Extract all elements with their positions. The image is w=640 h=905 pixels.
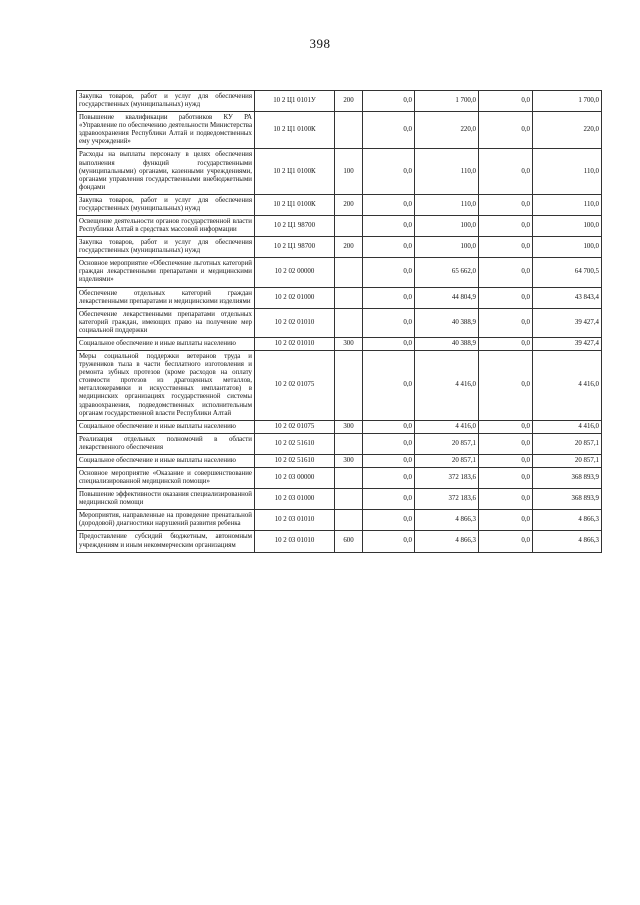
amount-cell-4: 110,0 [533,149,602,194]
table-row [77,287,602,308]
expense-type-cell [335,258,363,287]
expense-type-cell [335,112,363,149]
table-row [77,149,602,194]
amount-cell-2: 4 866,3 [415,510,479,531]
target-code-cell: 10 2 02 01010 [255,308,335,337]
target-code-cell: 10 2 Ц1 0100К [255,112,335,149]
expense-name-cell: Повышение эффективности оказания специализированной медицинской помощи [77,489,255,510]
amount-cell-1: 0,0 [363,237,415,258]
table-row [77,258,602,287]
amount-cell-3: 0,0 [479,237,533,258]
amount-cell-2: 4 416,0 [415,420,479,433]
target-code-cell: 10 2 02 51610 [255,433,335,454]
table-row [77,237,602,258]
amount-cell-4: 220,0 [533,112,602,149]
expense-name-cell: Обеспечение отдельных категорий граждан лекарственными препаратами и медицинскими изделиями [77,287,255,308]
amount-cell-2: 20 857,1 [415,454,479,467]
table-row [77,337,602,350]
amount-cell-4: 39 427,4 [533,308,602,337]
expense-type-cell: 300 [335,420,363,433]
target-code-cell: 10 2 02 01075 [255,420,335,433]
amount-cell-1: 0,0 [363,91,415,112]
expense-name-cell: Основное мероприятие «Обеспечение льготных категорий граждан лекарственными препаратами и медицинскими изделиями» [77,258,255,287]
expense-type-cell [335,351,363,421]
amount-cell-4: 64 700,5 [533,258,602,287]
amount-cell-1: 0,0 [363,258,415,287]
expense-type-cell [335,510,363,531]
amount-cell-4: 20 857,1 [533,454,602,467]
amount-cell-1: 0,0 [363,531,415,552]
expense-type-cell: 200 [335,194,363,215]
expense-name-cell: Расходы на выплаты персоналу в целях обеспечения выполнения функций государственными (муниципальными) органами, казенными учреждениями, органами управления государственными внебюджетными фондами [77,149,255,194]
amount-cell-4: 4 866,3 [533,510,602,531]
table-row [77,510,602,531]
amount-cell-4: 4 416,0 [533,420,602,433]
amount-cell-4: 100,0 [533,237,602,258]
amount-cell-4: 20 857,1 [533,433,602,454]
amount-cell-3: 0,0 [479,510,533,531]
amount-cell-4: 110,0 [533,194,602,215]
expense-type-cell: 300 [335,337,363,350]
table-row [77,531,602,552]
expense-type-cell [335,308,363,337]
target-code-cell: 10 2 02 51610 [255,454,335,467]
amount-cell-1: 0,0 [363,489,415,510]
amount-cell-2: 65 662,0 [415,258,479,287]
table-row [77,467,602,488]
expense-name-cell: Закупка товаров, работ и услуг для обеспечения государственных (муниципальных) нужд [77,194,255,215]
expense-type-cell: 600 [335,531,363,552]
expense-name-cell: Основное мероприятие «Оказание и совершенствование специализированной медицинской помощи» [77,467,255,488]
amount-cell-3: 0,0 [479,216,533,237]
target-code-cell: 10 2 03 01000 [255,489,335,510]
target-code-cell: 10 2 Ц1 0101У [255,91,335,112]
expense-type-cell: 200 [335,237,363,258]
expense-type-cell [335,489,363,510]
amount-cell-3: 0,0 [479,531,533,552]
amount-cell-1: 0,0 [363,149,415,194]
expense-name-cell: Социальное обеспечение и иные выплаты населению [77,337,255,350]
expense-name-cell: Реализация отдельных полномочий в области лекарственного обеспечения [77,433,255,454]
expense-name-cell: Закупка товаров, работ и услуг для обеспечения государственных (муниципальных) нужд [77,237,255,258]
amount-cell-2: 110,0 [415,149,479,194]
expense-name-cell: Социальное обеспечение и иные выплаты населению [77,454,255,467]
budget-table [76,90,602,553]
amount-cell-2: 40 388,9 [415,337,479,350]
expense-name-cell: Закупка товаров, работ и услуг для обеспечения государственных (муниципальных) нужд [77,91,255,112]
table-row [77,216,602,237]
page-number: 398 [309,36,331,51]
amount-cell-1: 0,0 [363,308,415,337]
amount-cell-2: 40 388,9 [415,308,479,337]
target-code-cell: 10 2 02 00000 [255,258,335,287]
budget-table-body [77,91,602,553]
target-code-cell: 10 2 Ц1 98700 [255,216,335,237]
amount-cell-3: 0,0 [479,351,533,421]
amount-cell-1: 0,0 [363,287,415,308]
amount-cell-2: 372 183,6 [415,467,479,488]
amount-cell-2: 44 804,9 [415,287,479,308]
amount-cell-3: 0,0 [479,454,533,467]
expense-name-cell: Предоставление субсидий бюджетным, автономным учреждениям и иным некоммерческим организациям [77,531,255,552]
expense-type-cell: 200 [335,91,363,112]
expense-type-cell [335,287,363,308]
expense-name-cell: Меры социальной поддержки ветеранов труда и тружеников тыла в части бесплатного изготовления и ремонта зубных протезов (кроме расходов на оплату стоимости протезов из драгоценных металлов, металлокерамики и искусственных имплантатов) в медицинских организациях государственной системы здравоохранения, подведомственных исполнительным органам государственной власти Республики Алтай [77,351,255,421]
amount-cell-4: 4 866,3 [533,531,602,552]
amount-cell-1: 0,0 [363,351,415,421]
expense-name-cell: Социальное обеспечение и иные выплаты населению [77,420,255,433]
amount-cell-4: 368 893,9 [533,489,602,510]
amount-cell-3: 0,0 [479,308,533,337]
expense-type-cell: 300 [335,454,363,467]
amount-cell-1: 0,0 [363,510,415,531]
amount-cell-1: 0,0 [363,454,415,467]
table-row [77,454,602,467]
amount-cell-3: 0,0 [479,420,533,433]
amount-cell-3: 0,0 [479,194,533,215]
table-row [77,91,602,112]
amount-cell-3: 0,0 [479,258,533,287]
target-code-cell: 10 2 Ц1 98700 [255,237,335,258]
table-row [77,194,602,215]
amount-cell-3: 0,0 [479,149,533,194]
table-row [77,351,602,421]
target-code-cell: 10 2 02 01000 [255,287,335,308]
target-code-cell: 10 2 Ц1 0100К [255,194,335,215]
expense-name-cell: Мероприятия, направленные на проведение пренатальной (дородовой) диагностики нарушений развития ребенка [77,510,255,531]
amount-cell-3: 0,0 [479,112,533,149]
table-row [77,112,602,149]
amount-cell-1: 0,0 [363,433,415,454]
amount-cell-4: 1 700,0 [533,91,602,112]
amount-cell-2: 372 183,6 [415,489,479,510]
expense-name-cell: Повышение квалификации работников КУ РА «Управление по обеспечению деятельности Министерства здравоохранения Республики Алтай и подведомственных ему учреждений» [77,112,255,149]
amount-cell-2: 100,0 [415,216,479,237]
amount-cell-2: 100,0 [415,237,479,258]
amount-cell-1: 0,0 [363,216,415,237]
amount-cell-1: 0,0 [363,337,415,350]
amount-cell-4: 368 893,9 [533,467,602,488]
amount-cell-3: 0,0 [479,287,533,308]
expense-name-cell: Обеспечение лекарственными препаратами отдельных категорий граждан, имеющих право на получение мер социальной поддержки [77,308,255,337]
expense-type-cell: 100 [335,149,363,194]
amount-cell-3: 0,0 [479,467,533,488]
amount-cell-3: 0,0 [479,91,533,112]
amount-cell-3: 0,0 [479,433,533,454]
amount-cell-1: 0,0 [363,467,415,488]
expense-name-cell: Освещение деятельности органов государственной власти Республики Алтай в средствах массовой информации [77,216,255,237]
amount-cell-1: 0,0 [363,420,415,433]
amount-cell-4: 100,0 [533,216,602,237]
table-row [77,420,602,433]
target-code-cell: 10 2 Ц1 0100К [255,149,335,194]
amount-cell-3: 0,0 [479,489,533,510]
amount-cell-2: 4 866,3 [415,531,479,552]
amount-cell-2: 220,0 [415,112,479,149]
amount-cell-2: 20 857,1 [415,433,479,454]
table-row [77,489,602,510]
target-code-cell: 10 2 03 00000 [255,467,335,488]
amount-cell-2: 1 700,0 [415,91,479,112]
amount-cell-3: 0,0 [479,337,533,350]
amount-cell-2: 110,0 [415,194,479,215]
amount-cell-4: 43 843,4 [533,287,602,308]
amount-cell-2: 4 416,0 [415,351,479,421]
amount-cell-1: 0,0 [363,194,415,215]
amount-cell-4: 39 427,4 [533,337,602,350]
expense-type-cell [335,467,363,488]
expense-type-cell [335,216,363,237]
target-code-cell: 10 2 03 01010 [255,510,335,531]
target-code-cell: 10 2 02 01010 [255,337,335,350]
amount-cell-1: 0,0 [363,112,415,149]
target-code-cell: 10 2 02 01075 [255,351,335,421]
expense-type-cell [335,433,363,454]
target-code-cell: 10 2 03 01010 [255,531,335,552]
table-row [77,433,602,454]
amount-cell-4: 4 416,0 [533,351,602,421]
table-row [77,308,602,337]
